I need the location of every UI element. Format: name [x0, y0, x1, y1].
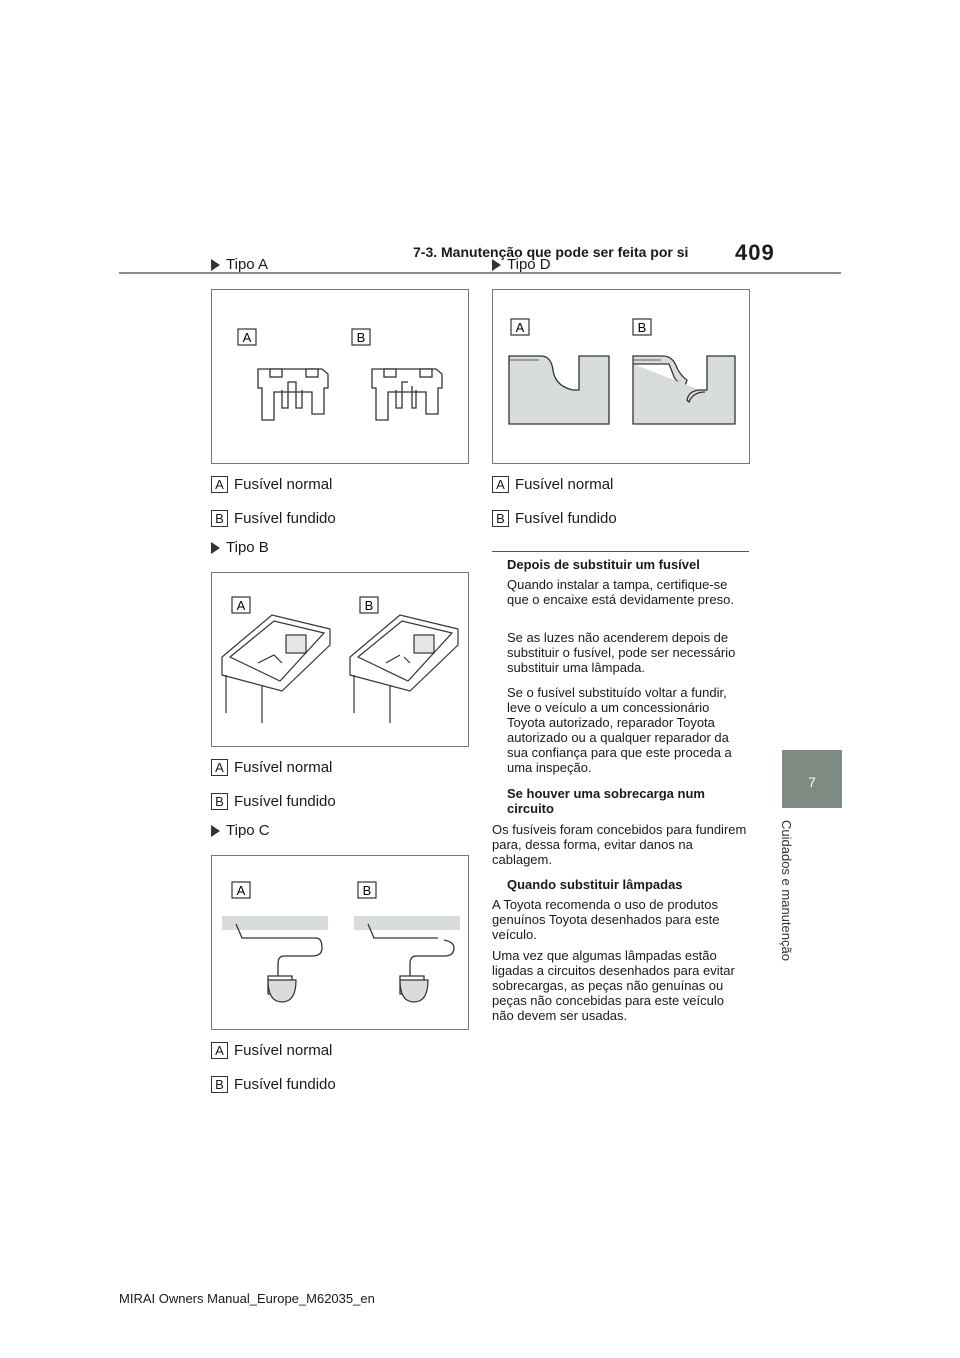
notes-divider	[492, 551, 749, 552]
triangle-bullet-icon	[211, 825, 220, 837]
label-b: B	[364, 598, 374, 613]
legend-b-box: B	[211, 1076, 228, 1093]
tipo-a-legend-normal	[211, 476, 332, 493]
note-heading-overload: Se houver uma sobrecarga num circuito	[507, 786, 705, 816]
tipo-c-legend-normal	[211, 1042, 332, 1059]
tipo-b-heading	[211, 539, 269, 556]
tipo-a-heading	[211, 256, 268, 273]
flat-fuse-normal	[509, 356, 609, 424]
tipo-a-title: Tipo A	[226, 256, 268, 273]
triangle-bullet-icon	[211, 542, 220, 554]
triangle-bullet-icon	[211, 259, 220, 271]
note-after-replace-p3: Se o fusível substituído voltar a fundir, leve o veículo a um concessionário Toyota autorizado, reparador Toyota autorizado ou a qualquer reparador da sua confiança para que este proceda a uma inspeção.	[507, 685, 732, 775]
legend-normal-text: Fusível normal	[234, 1042, 333, 1059]
legend-blown-text: Fusível fundido	[234, 1076, 336, 1093]
legend-a-box: A	[492, 476, 509, 493]
note-bulbs-p1: A Toyota recomenda o uso de produtos genuínos Toyota desenhados para este veículo.	[492, 897, 720, 942]
section-title: 7-3. Manutenção que pode ser feita por si	[413, 244, 689, 260]
label-a: A	[515, 320, 525, 335]
note-bulbs-p2: Uma vez que algumas lâmpadas estão ligadas a circuitos desenhados para evitar sobrecargas, as peças não genuínas ou peças não concebidas para este veículo não devem ser usadas.	[492, 948, 735, 1023]
legend-blown-text: Fusível fundido	[234, 510, 336, 527]
note-after-replace-p1: Quando instalar a tampa, certifique-se que o encaixe está devidamente preso.	[507, 577, 734, 607]
tipo-c-title: Tipo C	[226, 822, 270, 839]
legend-normal-text: Fusível normal	[515, 476, 614, 493]
tipo-b-legend-normal	[211, 759, 332, 776]
tipo-c-figure	[211, 855, 469, 1030]
page-number: 409	[735, 240, 775, 265]
blade-fuse-normal	[258, 369, 328, 420]
tipo-a-figure	[211, 289, 469, 464]
tipo-d-legend-blown	[492, 510, 617, 527]
legend-blown-text: Fusível fundido	[234, 793, 336, 810]
tipo-b-figure	[211, 572, 469, 747]
label-b: B	[362, 883, 372, 898]
legend-b-box: B	[211, 793, 228, 810]
note-heading-after-replace: Depois de substituir um fusível	[507, 557, 700, 572]
label-b: B	[356, 330, 366, 345]
footer-manual-id: MIRAI Owners Manual_Europe_M62035_en	[119, 1291, 375, 1306]
legend-normal-text: Fusível normal	[234, 476, 333, 493]
tipo-a-legend-blown	[211, 510, 336, 527]
tipo-d-figure	[492, 289, 750, 464]
legend-a-box: A	[211, 1042, 228, 1059]
cartridge-fuse-blown	[350, 615, 458, 723]
triangle-bullet-icon	[492, 259, 501, 271]
tipo-b-title: Tipo B	[226, 539, 269, 556]
legend-blown-text: Fusível fundido	[515, 510, 617, 527]
legend-a-box: A	[211, 759, 228, 776]
strip-fuse-normal	[222, 916, 328, 1002]
blade-fuse-blown	[372, 369, 442, 420]
label-a: A	[242, 330, 252, 345]
note-overload-p1: Os fusíveis foram concebidos para fundirem para, dessa forma, evitar danos na cablagem.	[492, 822, 747, 867]
chapter-title: Cuidados e manutenção	[779, 820, 794, 961]
chapter-title-vertical	[772, 820, 812, 1010]
tipo-c-heading	[211, 822, 270, 839]
legend-b-box: B	[211, 510, 228, 527]
tipo-d-legend-normal	[492, 476, 613, 493]
chapter-number: 7	[808, 774, 816, 790]
chapter-tab	[782, 750, 842, 808]
tipo-d-heading	[492, 256, 551, 273]
legend-a-box: A	[211, 476, 228, 493]
note-after-replace-p2: Se as luzes não acenderem depois de substituir o fusível, pode ser necessário substituir uma lâmpada.	[507, 630, 736, 675]
tipo-d-title: Tipo D	[507, 256, 551, 273]
tipo-c-legend-blown	[211, 1076, 336, 1093]
label-a: A	[236, 883, 246, 898]
label-a: A	[236, 598, 246, 613]
tipo-b-legend-blown	[211, 793, 336, 810]
label-b: B	[637, 320, 647, 335]
legend-b-box: B	[492, 510, 509, 527]
cartridge-fuse-normal	[222, 615, 330, 723]
strip-fuse-blown	[354, 916, 460, 1002]
note-heading-bulbs: Quando substituir lâmpadas	[507, 877, 683, 892]
legend-normal-text: Fusível normal	[234, 759, 333, 776]
flat-fuse-blown	[633, 356, 735, 424]
